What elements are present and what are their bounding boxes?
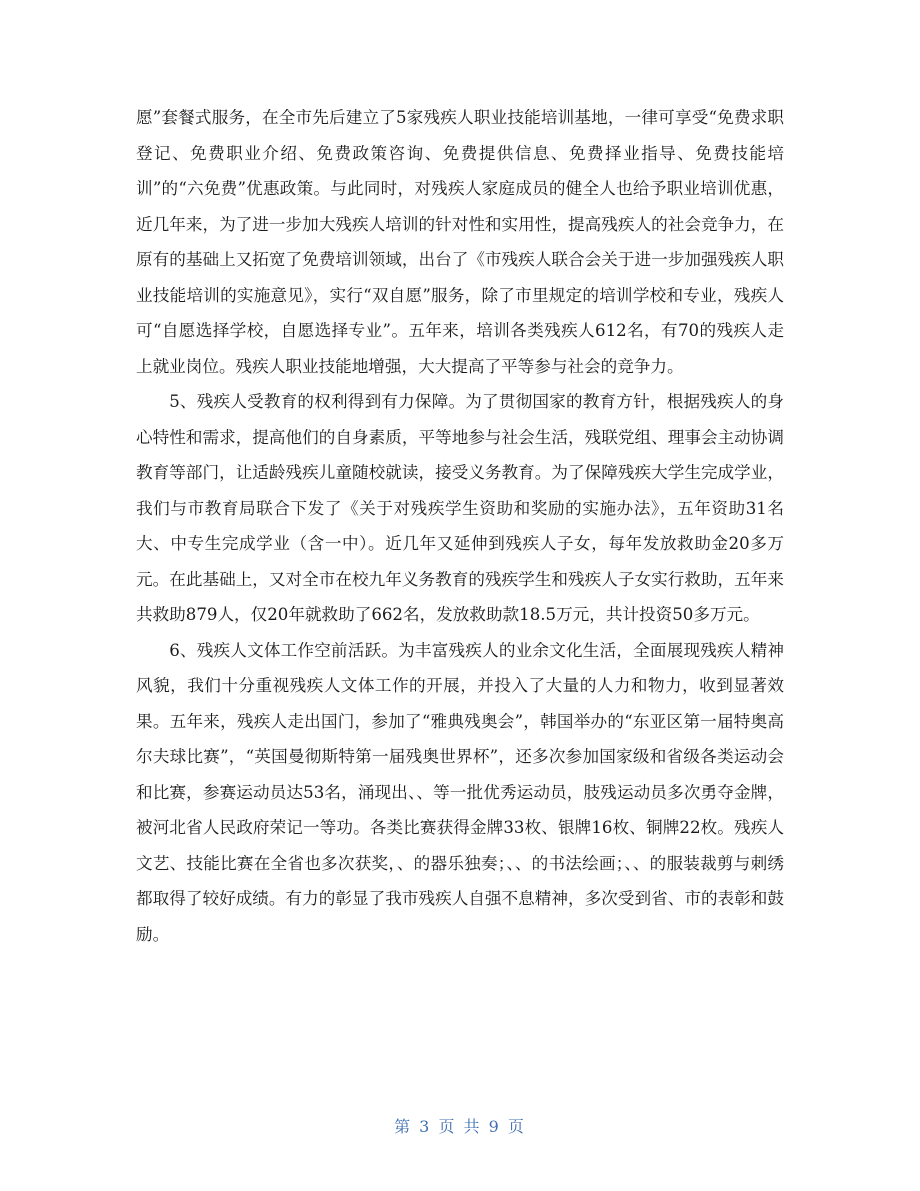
document-body [136, 100, 784, 952]
paragraph-continued: 愿”套餐式服务，在全市先后建立了5家残疾人职业技能培训基地，一律可享受“免费求职登记、免费职业介绍、免费政策咨询、免费提供信息、免费择业指导、免费技能培训”的“六免费”优惠政策。与此同时，对残疾人家庭成员的健全人也给予职业培训优惠，近几年来，为了进一步加大残疾人培训的针对性和实用性，提高残疾人的社会竞争力，在原有的基础上又拓宽了免费培训领域，出台了《市残疾人联合会关于进一步加强残疾人职业技能培训的实施意见》，实行“双自愿”服务，除了市里规定的培训学校和专业，残疾人可“自愿选择学校，自愿选择专业”。五年来，培训各类残疾人612名，有70的残疾人走上就业岗位。残疾人职业技能地增强，大大提高了平等参与社会的竞争力。 [136, 108, 784, 376]
paragraph-culture-sports: 6、残疾人文体工作空前活跃。为丰富残疾人的业余文化生活，全面展现残疾人精神风貌，我们十分重视残疾人文体工作的开展，并投入了大量的人力和物力，收到显著效果。五年来，残疾人走出国门，参加了“雅典残奥会”，韩国举办的“东亚区第一届特奥高尔夫球比赛”，“英国曼彻斯特第一届残奥世界杯”，还多次参加国家级和省级各类运动会和比赛，参赛运动员达53名，涌现出、、等一批优秀运动员，肢残运动员多次勇夺金牌，被河北省人民政府荣记一等功。各类比赛获得金牌33枚、银牌16枚、铜牌22枚。残疾人文艺、技能比赛在全省也多次获奖，、的器乐独奏；、、的书法绘画；、、的服装裁剪与刺绣都取得了较好成绩。有力的彰显了我市残疾人自强不息精神，多次受到省、市的表彰和鼓励。 [136, 640, 784, 944]
page-number-footer: 第 3 页 共 9 页 [394, 1117, 526, 1136]
paragraph-education: 5、残疾人受教育的权利得到有力保障。为了贯彻国家的教育方针，根据残疾人的身心特性和需求，提高他们的自身素质，平等地参与社会生活，残联党组、理事会主动协调教育等部门，让适龄残疾儿童随校就读，接受义务教育。为了保障残疾大学生完成学业，我们与市教育局联合下发了《关于对残疾学生资助和奖励的实施办法》，五年资助31名大、中专生完成学业（含一中）。近几年又延伸到残疾人子女，每年发放救助金20多万元。在此基础上，又对全市在校九年义务教育的残疾学生和残疾人子女实行救助，五年来共救助879人，仅20年就救助了662名，发放救助款18.5万元，共计投资50多万元。 [136, 392, 784, 624]
